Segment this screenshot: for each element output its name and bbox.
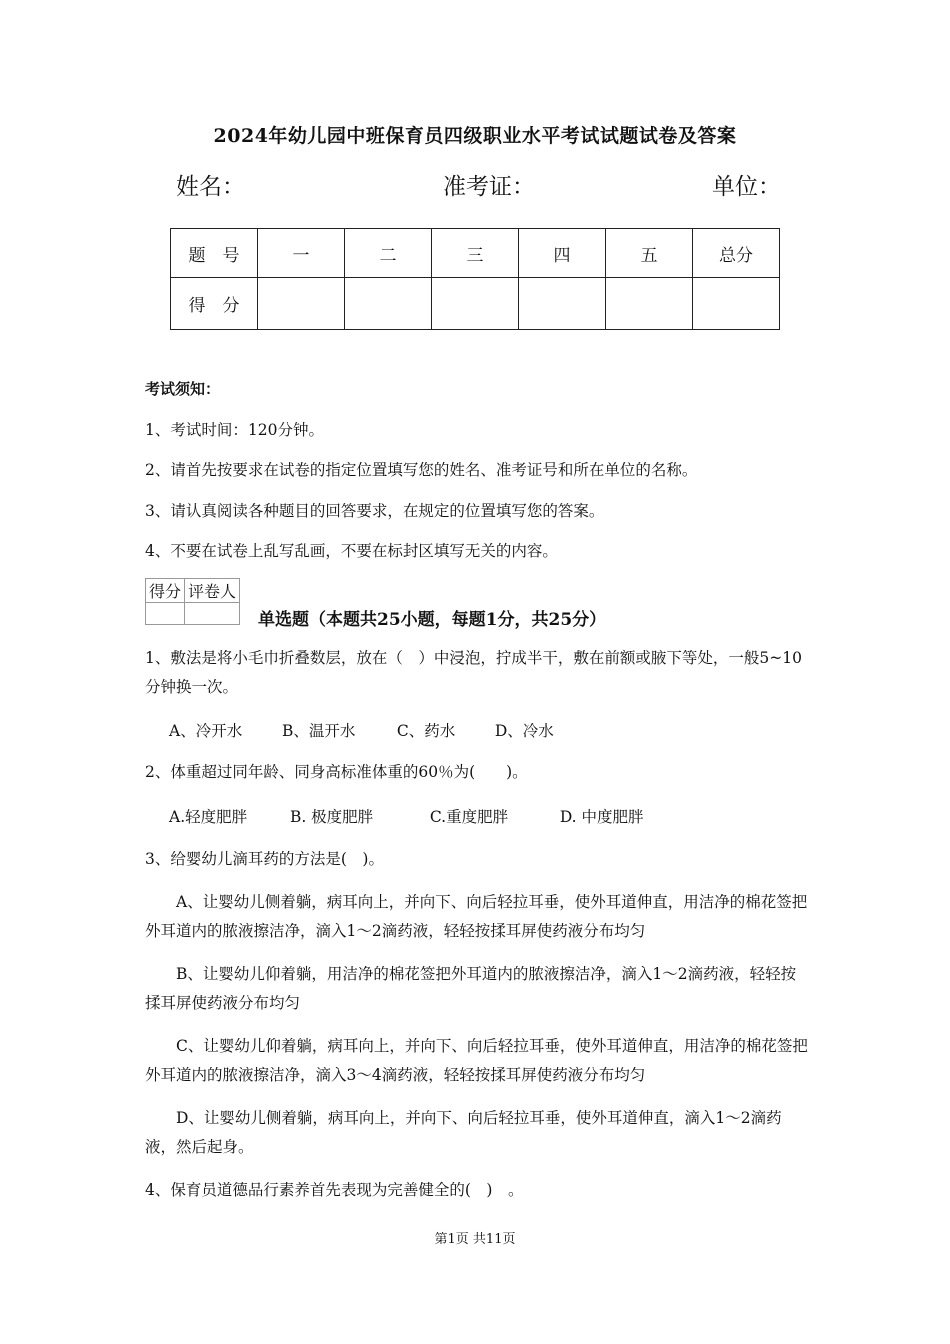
notice-item: 4、不要在试卷上乱写乱画，不要在标封区填写无关的内容。 [145,542,558,560]
document-title: 2024年幼儿园中班保育员四级职业水平考试试题试卷及答案 [213,125,737,147]
question-3-option-d: D、让婴幼儿侧着躺，病耳向上，并向下、向后轻拉耳垂，使外耳道伸直，滴入1～2滴药液，然后起身。 [145,1109,782,1156]
score-cell [519,278,606,330]
score-table-header-cell: 总分 [693,229,780,278]
score-cell [258,278,345,330]
score-table [170,228,780,330]
page-footer: 第1页 共11页 [434,1232,516,1247]
question-option: D、冷水 [494,722,554,740]
question-1-stem: 1、敷法是将小毛巾折叠数层，放在（ ）中浸泡，拧成半干，敷在前额或腋下等处，一般5~10分钟换一次。 [145,649,802,696]
score-cell [693,278,780,330]
question-option: B、温开水 [281,722,356,740]
grader-box-score-label: 得分 [146,579,185,603]
grader-box-grader-label: 评卷人 [185,579,240,603]
score-cell [345,278,432,330]
notice-item: 1、考试时间：120分钟。 [145,421,324,439]
question-option: C、药水 [396,722,456,740]
score-table-header-cell: 题 号 [171,229,258,278]
score-cell [606,278,693,330]
score-table-header-cell: 二 [345,229,432,278]
score-table-header-cell: 三 [432,229,519,278]
score-table-score-row [171,278,780,330]
grader-box-grader-cell [185,603,240,625]
section-title: 单选题（本题共25小题，每题1分，共25分） [258,610,607,630]
question-3-option-c: C、让婴幼儿仰着躺，病耳向上，并向下、向后轻拉耳垂，使外耳道伸直，用洁净的棉花签把外耳道内的脓液擦洁净，滴入3～4滴药液，轻轻按揉耳屏使药液分布均匀 [145,1037,808,1084]
score-table-header-cell: 五 [606,229,693,278]
question-option: C.重度肥胖 [429,808,509,826]
score-table-header-cell: 一 [258,229,345,278]
question-2-stem: 2、体重超过同年龄、同身高标准体重的60％为( )。 [145,763,528,781]
question-option: B. 极度肥胖 [289,808,374,826]
question-3-stem: 3、给婴幼儿滴耳药的方法是( )。 [145,850,384,868]
score-table-header-cell: 四 [519,229,606,278]
grader-box-score-cell [146,603,185,625]
question-option: D. 中度肥胖 [559,808,644,826]
score-table-row-label: 得 分 [171,278,258,330]
question-4-stem: 4、保育员道德品行素养首先表现为完善健全的( ) 。 [145,1181,524,1199]
question-option: A、冷开水 [169,722,243,740]
unit-field-label: 单位： [712,174,781,200]
question-3-option-b: B、让婴幼儿仰着躺，用洁净的棉花签把外耳道内的脓液擦洁净，滴入1～2滴药液，轻轻按揉耳屏使药液分布均匀 [145,965,797,1012]
question-option: A.轻度肥胖 [169,808,248,826]
notice-item: 3、请认真阅读各种题目的回答要求，在规定的位置填写您的答案。 [145,502,605,520]
exam-number-field-label: 准考证： [443,174,535,200]
notice-title: 考试须知： [145,380,221,398]
grader-box [145,578,240,625]
question-1-options [169,719,554,741]
question-2-options [169,805,644,827]
score-table-header-row [171,229,780,278]
name-field-label: 姓名： [176,174,245,200]
score-cell [432,278,519,330]
notice-item: 2、请首先按要求在试卷的指定位置填写您的姓名、准考证号和所在单位的名称。 [145,461,698,479]
question-3-option-a: A、让婴幼儿侧着躺，病耳向上，并向下、向后轻拉耳垂，使外耳道伸直，用洁净的棉花签把外耳道内的脓液擦洁净，滴入1～2滴药液，轻轻按揉耳屏使药液分布均匀 [145,893,808,940]
